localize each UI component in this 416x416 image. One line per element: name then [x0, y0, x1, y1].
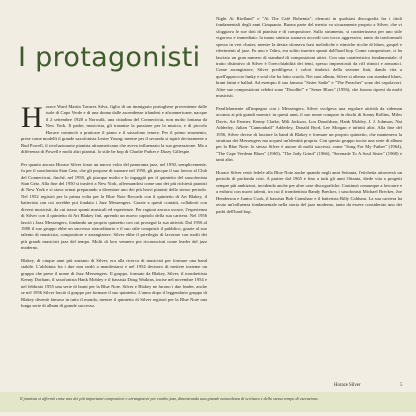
body-paragraph: Parallelamente all'impegno con i Messengers, Silver svolgeva una regolare attività da sideman accanto ai più grandi maestri: in questi anni, il suo nome compare in dischi di Sonny Rollins, Miles Davis, Art Farmer, Kenny Clarke, Milt Jackson, Lou Donaldson, Hank Mobley, J. J. Johnson, Nat Adderley, Julian "Cannonball" Adderley, Donald Byrd, Lee Morgan e infiniti altri. Alla fine del 1956, Silver decise di lasciare la band di Blakey e formare un proprio quintetto, che manteneva la struttura dei Messengers ma acquisì un'identità propria. Con questo gruppo incise una serie di album per la Blue Note: lo stesso Silver è autore di molti successi, come "Song For My Father" (1964), "The Cape Verdean Blues" (1965), "The Jody Grind" (1966), "Serenade To A Soul Sister" (1968) e tanti altri.	[216, 105, 402, 163]
page-number: 5	[400, 383, 403, 388]
body-paragraph: Per quanto ancora Horace Silver fosse un nuovo volto del panorama jazz, nel 1950, semplicemente, fu per il saxofonista Stan Getz, che gli propose di suonare nel 1950, gli piacque il suo lavoro al Club del Connecticut, finché, nel 1950, gli piacque molto e lo ingaggiò per il quintetto del sassofonista Stan Getz. Alla fine del 1950 si trasferì a New York, affermandosi come uno dei più richiesti pianisti di New York e si stava ormai preparando a diventare uno dei più bravi pianisti dello stesso periodo. Nel 1952 registrò per la prima volta per la Blue Note Records con il quintetto di Art Blakey, il batterista con cui avrebbe poi fondato i Jazz Messengers. Grazie a questi contatti, collaborò con diversi musicisti, da cui trasse spunti musicali ed esperienze. Per ragioni ancora oscure, l'esperienza di Silver con il quintetto di Art Blakey finì, aprendo un nuovo capitolo della sua carriera. Nel 1956 lasciò i Jazz Messengers, fondando un proprio quintetto con cui proseguì la sua attività. Dal 1956 al 1980 il suo gruppo ebbe un successo straordinario e il suo stile conquistò il pubblico, grazie al suo talento di musicista, compositore e arrangiatore. Silver ebbe il privilegio di lavorare con molti dei più grandi musicisti jazz del tempo. Molti di loro vennero poi riconosciuti come leader del jazz moderno.	[21, 161, 207, 251]
running-footer-title: Horace Silver	[334, 383, 361, 388]
left-column	[21, 101, 207, 316]
body-paragraph: Night At Birdland" e "At The Café Bohemia", elencati in qualsiasi discografia fra i titoli fondamentali degli anni Cinquanta. Buona parte del merito va sicuramente proprio a Silver, che vi sfoggiava le sue doti di pianista e di compositore. Sullo strumento, si caratterizzava per uno stile vigoroso e immediato: la mano sinistra suonava accordi con tocco aggressivo, tanto da trasformarli spesso in veri cluster, mentre la destra sfornava frasi melodiche e ritmiche ricche di blues, gospel e riferimenti al jazz. Fu uno e l'altro, era solito inserire spunti dall'hard bop. Come compositore, ci ha lasciato un gran numero di standard di composizioni attivi. Con una caratteristica fondamentale: il tratto distintivo di Silver è l'orecchiabilità dei temi, spesso impreziositi da riff ritmici e armonici. Come arrangiatore, Silver prediligeva i colori timbrici della sezione fiati, dando vita a quell'approccio funky e soul che ha fatto scuola. Nei suoi album, Silver si alterna con standard blues, brani latini e ballad. Ad esempio il suo famoso "Sister Sadie" e "The Preacher" sono dei capolavori. Altre sue composizioni celebri sono "Doodlin'" e "Senor Blues" (1956), che furono ripresi da molti musicisti.	[216, 16, 402, 99]
page-title: I protagonisti	[18, 42, 201, 73]
body-paragraph: Horace Silver restò fedele alla Blue Note anche quando negli anni Settanta, l'etichetta attraversò un periodo di profonda crisi. A partire dal 1965 e fino a tutti gli anni Ottanta, diede vita a progetti sempre più ambiziosi, incidendo anche per altre case discografiche. Continuò comunque a lavorare e a esibirsi con nuovi talenti, tra cui il trombettista Randy Brecker, i saxofonisti Michael Brecker, Joe Henderson e Junior Cook, il bassista Bob Cranshaw e il batterista Billy Cobham. La sua carriera ha avuto un'influenza fondamentale nella storia del jazz moderno, tanto da essere considerato uno dei padri dell'hard bop.	[216, 170, 402, 214]
right-column	[216, 16, 402, 221]
paragraph-text: orace Ward Martin Tavares Silva, figlio di un immigrato portoghese proveniente dalle isole di Capo Verde e di una donna dalle ascendenze irlandesi e afroamericane, nacque il 2 settembre 1928 a Norwalk, una cittadina del Connecticut, non molto lontana da New York. Il padre, musicista, gli trasmise la passione per la musica, e di piccolo Horace cominciò a praticare il piano e il sassofono tenore. Per il primo strumento, prese come modelli il grande saxofonista Lester Young; mentre per il secondo si ispirò decisamente a Bud Powell, il rivoluzionario pianista afroamericano che aveva influenzato la sua generazione. Ma a differenza di Powell e molti altri pianisti, lo stile be bop di Charlie Parker e Dizzy Gillespie.	[21, 104, 207, 154]
body-paragraph: Blakey, di cinque anni più anziano di Silver, era alla ricerca di musicisti per formare una band stabile. L'alchimia fra i due non tardò a manifestarsi e nel 1954 decisero di mettere insieme un gruppo che prese il nome di Jazz Messengers. Il gruppo, formato da Blakey, Silver, il trombettista Kenny Dorham, il saxofonista Hank Mobley e il bassista Doug Watkins, incise nel novembre 1954 e nel febbraio 1955 una serie di brani per la Blue Note. Silver e Blakey ne furono i due leader, anche se nel 1956 Silver lasciò il gruppo per formare il suo quintetto. L'anno dopo il leggendario gruppo di Blakey diventò famoso in tutto il mondo, mentre il quintetto di Silver registrò per la Blue Note una lunga serie di album di grande successo.	[21, 258, 207, 309]
photo-caption: Il pianista si affermò come uno dei più importanti compositori e arrangiatori per combo jazz, dimostrando una grande naturalezza di scrittura e dello stesso tempo di esecuzione.	[20, 396, 319, 401]
drop-cap: H	[21, 101, 43, 134]
intro-paragraph	[21, 101, 207, 155]
caption-bar	[0, 392, 416, 412]
